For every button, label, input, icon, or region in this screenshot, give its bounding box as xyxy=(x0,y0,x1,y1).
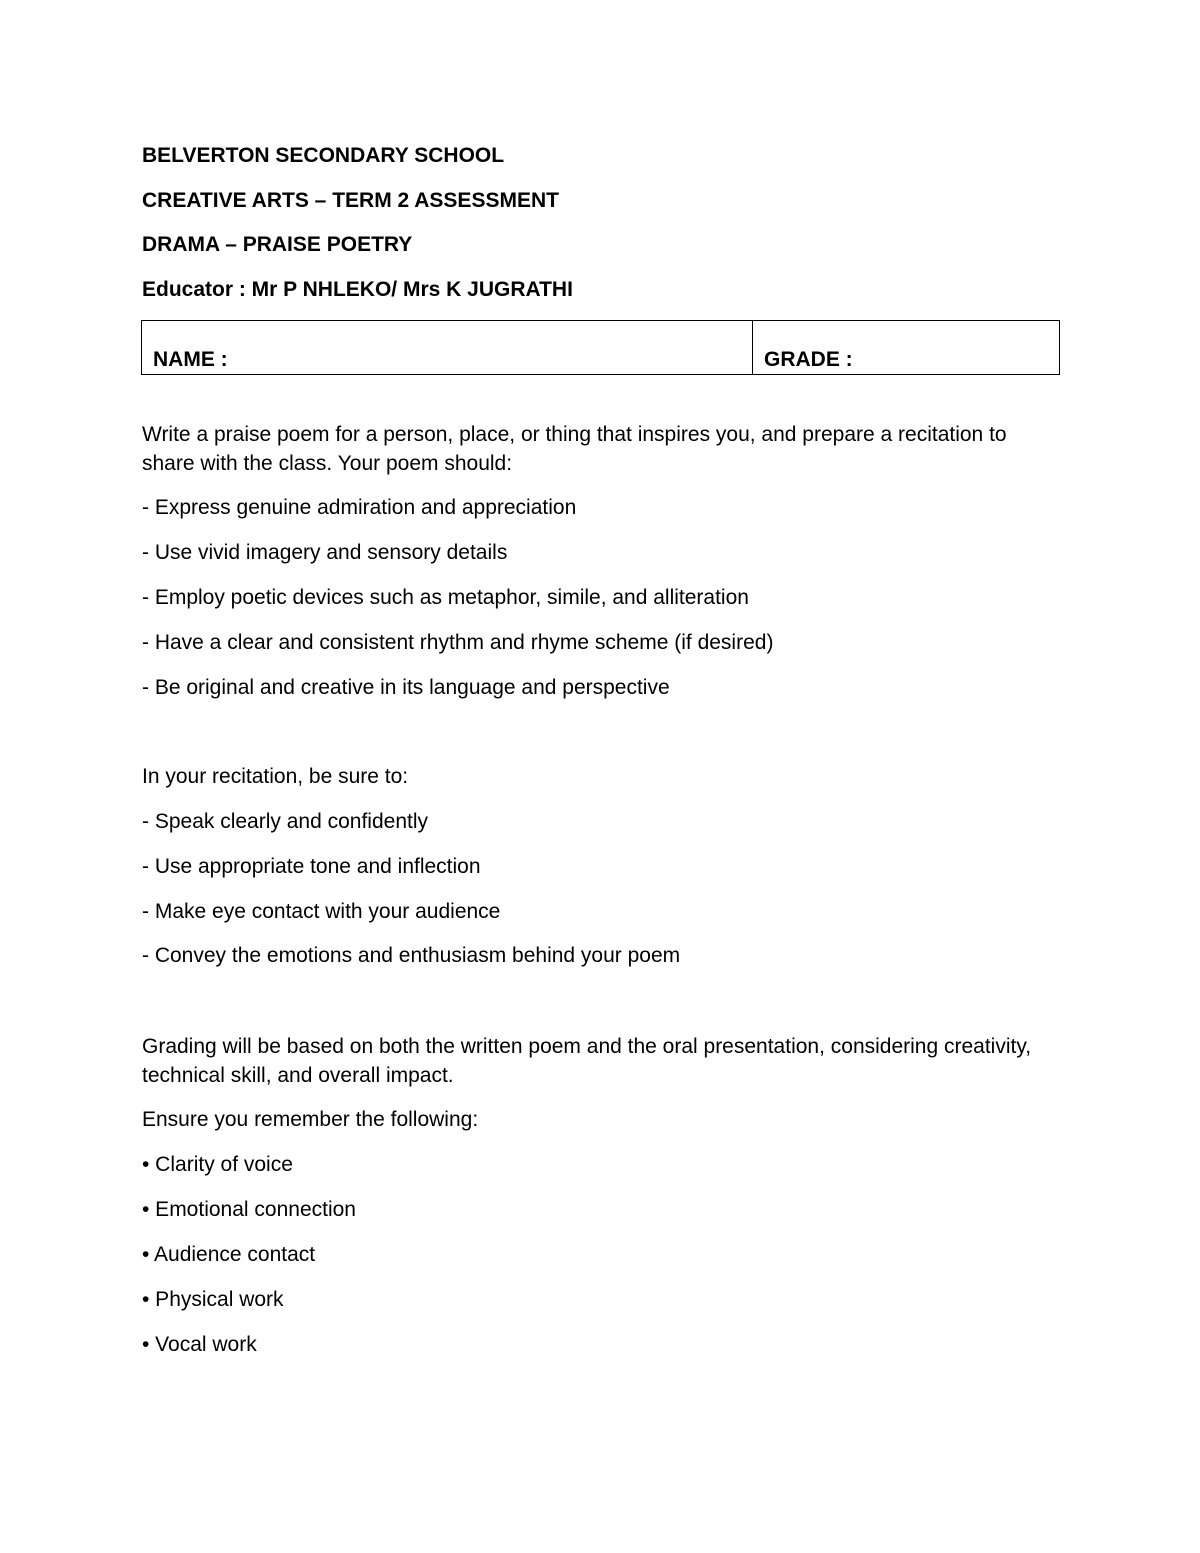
remember-intro: Ensure you remember the following: xyxy=(142,1108,479,1131)
school-name: BELVERTON SECONDARY SCHOOL xyxy=(142,144,505,167)
recitation-item: - Speak clearly and confidently xyxy=(142,810,428,833)
educator-line: Educator : Mr P NHLEKO/ Mrs K JUGRATHI xyxy=(142,278,573,301)
name-label: NAME : xyxy=(153,348,228,371)
poem-requirement-item: - Express genuine admiration and appreciation xyxy=(142,496,577,519)
grade-label: GRADE : xyxy=(764,348,853,371)
grading-statement: Grading will be based on both the written poem and the oral presentation, considering creativity, technical skill, and overall impact. xyxy=(142,1035,1032,1087)
recitation-item: - Use appropriate tone and inflection xyxy=(142,855,481,878)
instructions-intro: Write a praise poem for a person, place, or thing that inspires you, and prepare a recitation to share with the class. Your poem should: xyxy=(142,423,1007,475)
recitation-intro: In your recitation, be sure to: xyxy=(142,765,409,788)
remember-item: • Clarity of voice xyxy=(142,1153,293,1176)
recitation-item: - Make eye contact with your audience xyxy=(142,900,501,923)
poem-requirement-item: - Be original and creative in its language and perspective xyxy=(142,676,670,699)
remember-item: • Vocal work xyxy=(142,1333,257,1356)
remember-item: • Physical work xyxy=(142,1288,284,1311)
poem-requirement-item: - Employ poetic devices such as metaphor, simile, and alliteration xyxy=(142,586,749,609)
remember-item: • Audience contact xyxy=(142,1243,316,1266)
name-field[interactable] xyxy=(142,321,753,375)
recitation-item: - Convey the emotions and enthusiasm behind your poem xyxy=(142,944,681,967)
name-grade-table xyxy=(141,320,1060,375)
assessment-topic: DRAMA – PRAISE POETRY xyxy=(142,233,413,256)
poem-requirement-item: - Have a clear and consistent rhythm and rhyme scheme (if desired) xyxy=(142,631,774,654)
grade-field[interactable] xyxy=(753,321,1060,375)
assessment-title: CREATIVE ARTS – TERM 2 ASSESSMENT xyxy=(142,189,559,212)
remember-item: • Emotional connection xyxy=(142,1198,356,1221)
poem-requirement-item: - Use vivid imagery and sensory details xyxy=(142,541,508,564)
